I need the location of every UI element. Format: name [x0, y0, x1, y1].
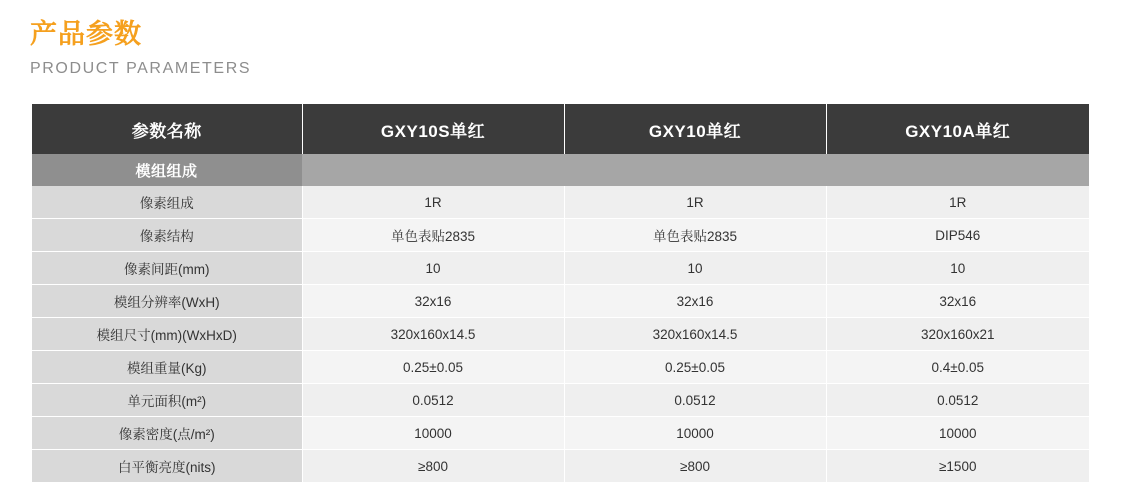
table-section-row: [32, 154, 1089, 186]
row-value: 单色表贴2835: [302, 219, 564, 252]
row-value: 10: [302, 252, 564, 285]
column-header-model-3: GXY10A单红: [826, 104, 1089, 154]
row-value: 0.0512: [302, 384, 564, 417]
row-value: 320x160x14.5: [302, 318, 564, 351]
table-header: [32, 104, 1089, 154]
row-value: ≥800: [302, 450, 564, 483]
table-row: [32, 351, 1089, 384]
table-row: [32, 252, 1089, 285]
row-value: 10000: [302, 417, 564, 450]
row-value: 320x160x21: [826, 318, 1089, 351]
row-label: 像素结构: [32, 219, 302, 252]
row-label: 模组尺寸(mm)(WxHxD): [32, 318, 302, 351]
row-value: ≥800: [564, 450, 826, 483]
table-row: [32, 285, 1089, 318]
row-value: 32x16: [564, 285, 826, 318]
section-spacer: [302, 154, 1089, 186]
row-value: 10000: [564, 417, 826, 450]
row-value: 320x160x14.5: [564, 318, 826, 351]
column-header-parameter-name: 参数名称: [32, 104, 302, 154]
column-header-model-1: GXY10S单红: [302, 104, 564, 154]
page-title-cn: 产品参数: [30, 19, 142, 49]
row-value: DIP546: [826, 219, 1089, 252]
table-row: [32, 318, 1089, 351]
row-value: 10000: [826, 417, 1089, 450]
row-value: 32x16: [826, 285, 1089, 318]
row-value: 10: [826, 252, 1089, 285]
row-label: 像素组成: [32, 186, 302, 219]
row-value: 1R: [302, 186, 564, 219]
row-value: 0.0512: [826, 384, 1089, 417]
page-title-en: PRODUCT PARAMETERS: [30, 60, 252, 78]
row-value: 0.0512: [564, 384, 826, 417]
row-value: 0.25±0.05: [564, 351, 826, 384]
table-header-row: [32, 104, 1089, 154]
row-label: 像素间距(mm): [32, 252, 302, 285]
table-body: [32, 154, 1089, 483]
row-value: 1R: [826, 186, 1089, 219]
row-label: 白平衡亮度(nits): [32, 450, 302, 483]
row-value: 32x16: [302, 285, 564, 318]
table-row: [32, 186, 1089, 219]
page-heading: [0, 0, 1121, 78]
row-value: ≥1500: [826, 450, 1089, 483]
section-title-module-composition: 模组组成: [32, 154, 302, 186]
row-label: 模组重量(Kg): [32, 351, 302, 384]
row-value: 0.4±0.05: [826, 351, 1089, 384]
row-value: 单色表贴2835: [564, 219, 826, 252]
row-value: 1R: [564, 186, 826, 219]
table-row: [32, 219, 1089, 252]
column-header-model-2: GXY10单红: [564, 104, 826, 154]
table-row: [32, 417, 1089, 450]
table-row: [32, 450, 1089, 483]
parameters-table: [32, 104, 1089, 483]
row-label: 模组分辨率(WxH): [32, 285, 302, 318]
row-label: 像素密度(点/m²): [32, 417, 302, 450]
row-value: 0.25±0.05: [302, 351, 564, 384]
row-value: 10: [564, 252, 826, 285]
row-label: 单元面积(m²): [32, 384, 302, 417]
table-row: [32, 384, 1089, 417]
